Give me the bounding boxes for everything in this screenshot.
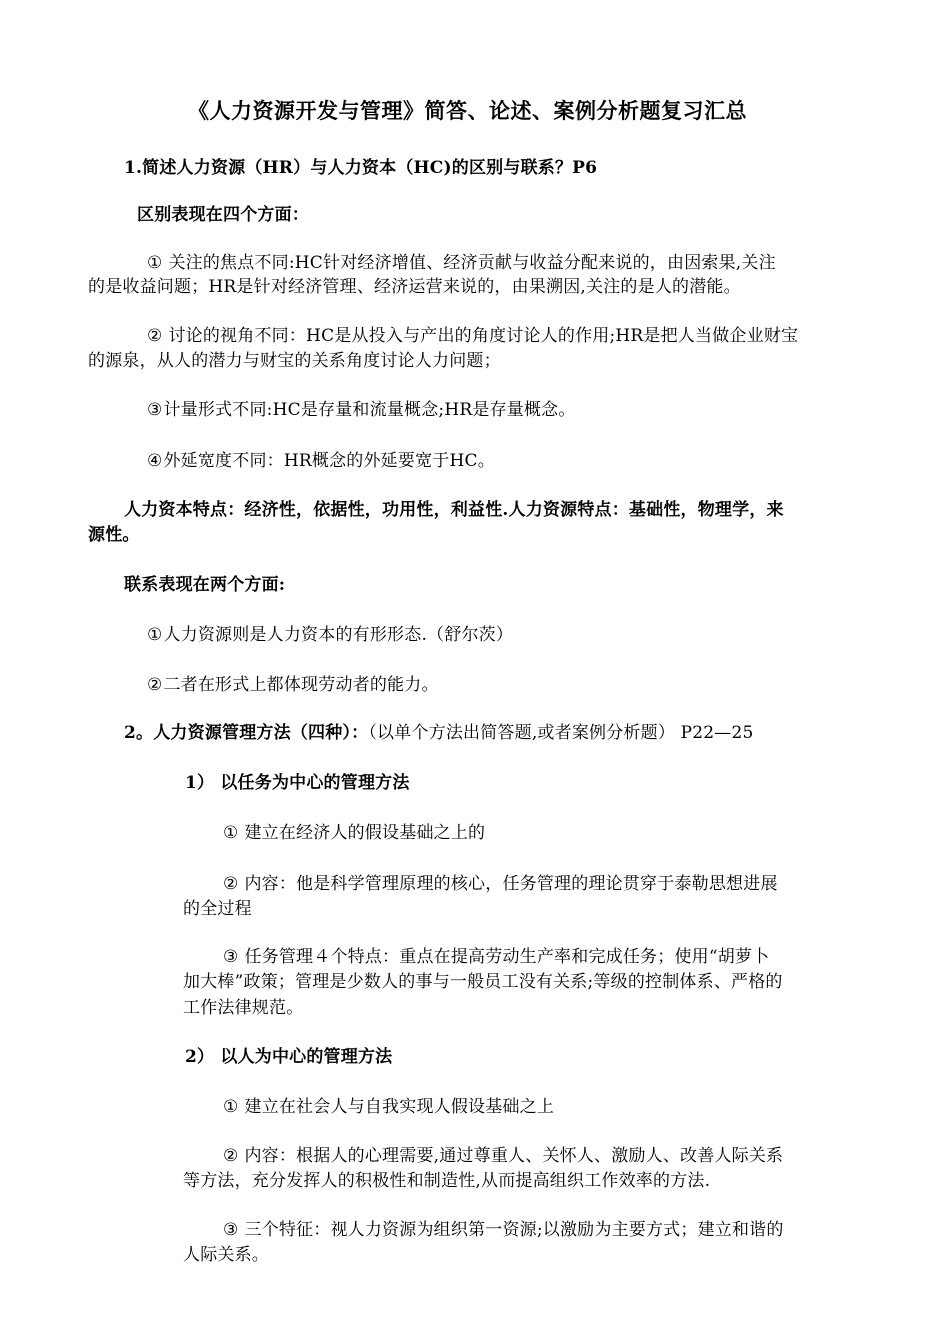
- method-2-item-3-cont: 人际关系。: [183, 1245, 269, 1265]
- item-marker: ③: [147, 400, 163, 420]
- difference-item-4: [147, 448, 495, 474]
- question-2-heading-bold: 2。人力资源管理方法（四种）：: [124, 723, 369, 743]
- item-text: 关注的焦点不同:HC针对经济增值、经济贡献与收益分配来说的，由因索果,关注: [168, 253, 776, 273]
- item-text: 内容：根据人的心理需要,通过尊重人、关怀人、激励人、改善人际关系: [244, 1146, 784, 1166]
- item-text: 外延宽度不同：HR概念的外延要宽于HC。: [163, 451, 495, 471]
- item-text: 任务管理４个特点：重点在提高劳动生产率和完成任务；使用“胡萝卜: [244, 947, 770, 967]
- item-marker: ①: [223, 823, 239, 843]
- item-marker: ①: [147, 625, 163, 645]
- method-1-heading: 1） 以任务为中心的管理方法: [185, 773, 410, 793]
- question-2-heading: [124, 720, 754, 746]
- item-text: 建立在经济人的假设基础之上的: [244, 823, 486, 843]
- item-marker: ②: [147, 675, 163, 695]
- connection-item-1: [147, 622, 513, 648]
- item-marker: ②: [147, 326, 163, 346]
- item-marker: ①: [223, 1097, 239, 1117]
- item-marker: ③: [223, 1220, 239, 1240]
- item-marker: ②: [223, 874, 239, 894]
- connections-heading: 联系表现在两个方面:: [124, 575, 286, 595]
- item-marker: ②: [223, 1146, 239, 1166]
- item-marker: ④: [147, 451, 163, 471]
- item-marker: ①: [147, 253, 163, 273]
- features-paragraph-cont: 源性。: [88, 525, 140, 545]
- item-text: 人力资源则是人力资本的有形形态.（舒尔茨）: [163, 625, 514, 645]
- item-text: 三个特征：视人力资源为组织第一资源;以激励为主要方式；建立和谐的: [244, 1220, 784, 1240]
- method-2-item-3: [223, 1217, 784, 1243]
- differences-heading: 区别表现在四个方面：: [137, 205, 309, 225]
- method-1-item-2-cont: 的全过程: [183, 899, 252, 919]
- page-title: 《人力资源开发与管理》简答、论述、案例分析题复习汇总: [188, 98, 747, 123]
- difference-item-1: [147, 250, 776, 276]
- method-2-item-2-cont: 等方法，充分发挥人的积极性和制造性,从而提高组织工作效率的方法.: [183, 1171, 711, 1191]
- method-1-item-3: [223, 944, 769, 970]
- item-text: 内容：他是科学管理原理的核心，任务管理的理论贯穿于泰勒思想进展: [244, 874, 778, 894]
- difference-item-2-cont: 的源泉，从人的潜力与财宝的关系角度讨论人力问题；: [88, 351, 501, 371]
- difference-item-1-cont: 的是收益问题；HR是针对经济管理、经济运营来说的，由果溯因,关注的是人的潜能。: [88, 277, 741, 297]
- difference-item-2: [147, 323, 798, 349]
- item-marker: ③: [223, 947, 239, 967]
- method-1-item-2: [223, 871, 778, 897]
- features-paragraph: 人力资本特点：经济性，依据性，功用性，利益性.人力资源特点：基础性，物理学，来: [124, 500, 784, 520]
- item-text: 二者在形式上都体现劳动者的能力。: [163, 675, 439, 695]
- question-1-heading: 1.简述人力资源（HR）与人力资本（HC)的区别与联系？P6: [124, 158, 598, 178]
- question-2-heading-note: （以单个方法出简答题,或者案例分析题） P22—25: [368, 723, 754, 743]
- item-text: 计量形式不同:HC是存量和流量概念;HR是存量概念。: [163, 400, 576, 420]
- method-2-item-2: [223, 1143, 783, 1169]
- item-text: 讨论的视角不同：HC是从投入与产出的角度讨论人的作用;HR是把人当做企业财宝: [168, 326, 799, 346]
- method-1-item-3-cont2: 工作法律规范。: [183, 998, 304, 1018]
- method-2-heading: 2） 以人为中心的管理方法: [185, 1047, 393, 1067]
- difference-item-3: [147, 397, 576, 423]
- method-2-item-1: [223, 1094, 554, 1120]
- connection-item-2: [147, 672, 439, 698]
- item-text: 建立在社会人与自我实现人假设基础之上: [244, 1097, 555, 1117]
- method-1-item-3-cont: 加大棒”政策；管理是少数人的事与一般员工没有关系;等级的控制体系、严格的: [183, 972, 783, 992]
- method-1-item-1: [223, 820, 485, 846]
